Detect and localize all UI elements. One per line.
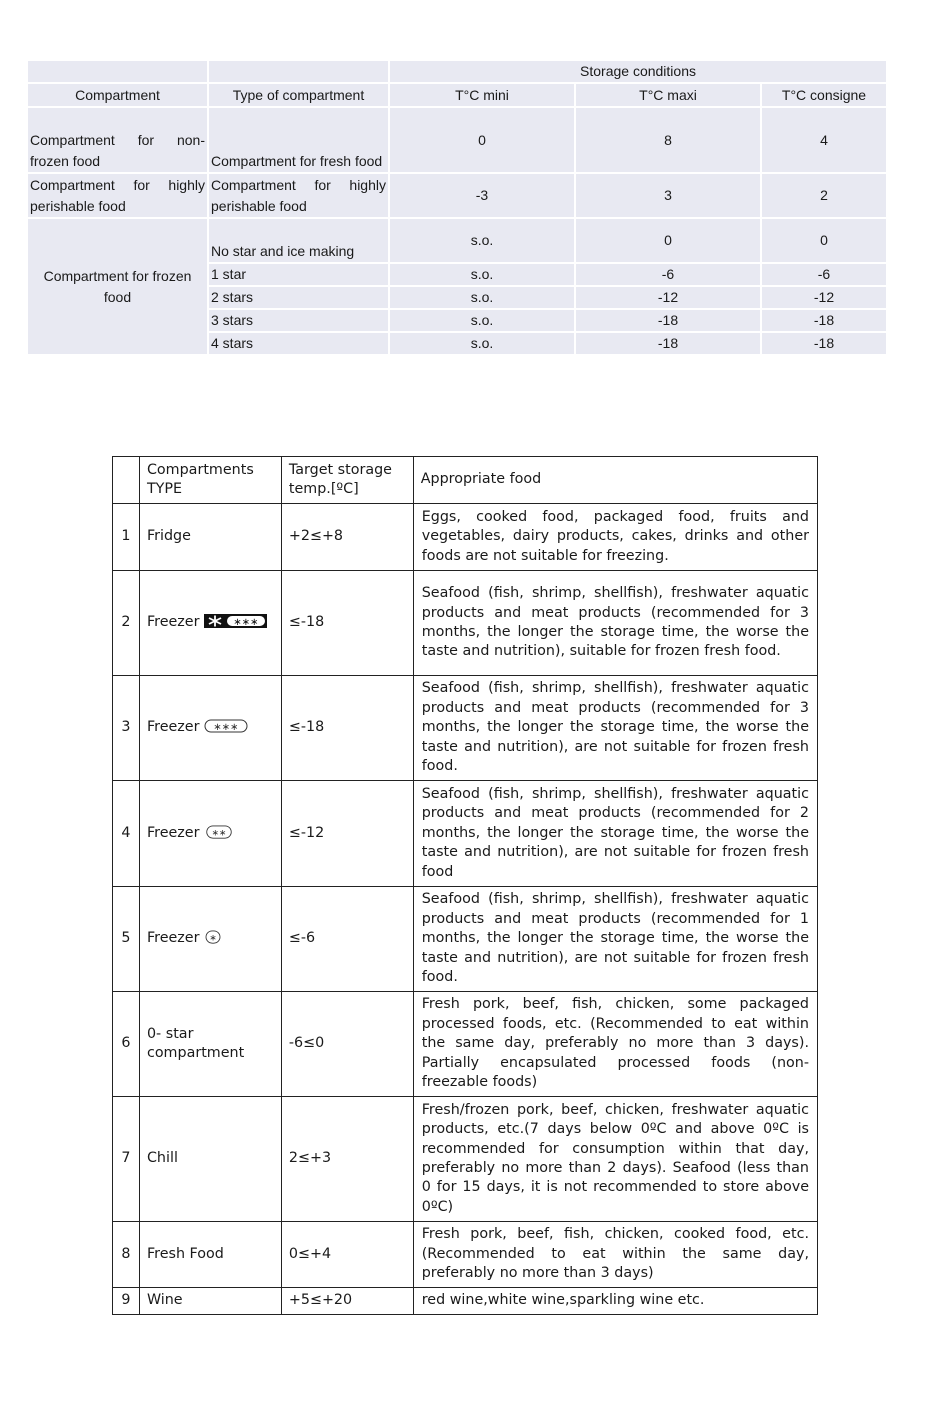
type-cell: Fresh Food <box>139 1222 281 1288</box>
header-tmin: T°C mini <box>390 84 576 108</box>
header-type: Type of compartment <box>209 84 390 108</box>
two-star-freezer-icon <box>204 825 234 839</box>
row-number: 3 <box>113 676 140 781</box>
row-number: 1 <box>113 504 140 571</box>
compartment-cell: Compartment for frozen food <box>28 219 209 356</box>
type-cell: 2 stars <box>209 287 390 310</box>
tmin-cell: s.o. <box>390 310 576 333</box>
type-cell: No star and ice making <box>209 219 390 264</box>
food-cell: red wine,white wine,sparkling wine etc. <box>413 1288 817 1315</box>
temp-cell: ≤-12 <box>281 781 413 887</box>
svg-text:∗: ∗ <box>209 933 217 944</box>
food-cell: Seafood (fish, shrimp, shellfish), freshwater aquatic products and meat products (recommended for 3 months, the longer the storage time, the worse the taste and nutrition), suitable for frozen fresh food. <box>413 571 817 676</box>
tmax-cell: -18 <box>576 310 762 333</box>
type-cell <box>139 676 281 781</box>
temp-cell: ≤-6 <box>281 887 413 992</box>
header-compartment: Compartment <box>28 84 209 108</box>
type-cell: Wine <box>139 1288 281 1315</box>
type-label: Freezer <box>146 930 200 947</box>
food-cell: Seafood (fish, shrimp, shellfish), freshwater aquatic products and meat products (recommended for 1 months, the longer the storage time, the worse the taste and nutrition), are not suitable for frozen fresh food. <box>413 887 817 992</box>
food-cell: Eggs, cooked food, packaged food, fruits and vegetables, dairy products, cakes, drinks and other foods are not suitable for freezing. <box>413 504 817 571</box>
type-cell: 1 star <box>209 264 390 287</box>
tmin-cell: s.o. <box>390 333 576 356</box>
type-cell: Compartment for highly perishable food <box>209 174 390 219</box>
row-number: 9 <box>113 1288 140 1315</box>
type-cell <box>139 887 281 992</box>
type-label: Freezer <box>146 614 200 631</box>
header-appropriate-food: Appropriate food <box>413 457 817 504</box>
type-cell: Chill <box>139 1097 281 1222</box>
tmin-cell: s.o. <box>390 264 576 287</box>
temp-cell: ≤-18 <box>281 676 413 781</box>
four-star-freezer-icon <box>204 614 267 628</box>
temp-cell: +2≤+8 <box>281 504 413 571</box>
row-number: 6 <box>113 992 140 1097</box>
tmax-cell: -18 <box>576 333 762 356</box>
tmin-cell: -3 <box>390 174 576 219</box>
type-cell: Compartment for fresh food <box>209 108 390 174</box>
temp-cell: -6≤0 <box>281 992 413 1097</box>
header-target-temp: Target storage temp.[ºC] <box>281 457 413 504</box>
type-cell: Fridge <box>139 504 281 571</box>
food-cell: Seafood (fish, shrimp, shellfish), freshwater aquatic products and meat products (recommended for 3 months, the longer the storage time, the worse the taste and nutrition), are not suitable for frozen fresh food. <box>413 676 817 781</box>
type-cell: 0- star compartment <box>139 992 281 1097</box>
food-cell: Seafood (fish, shrimp, shellfish), freshwater aquatic products and meat products (recommended for 2 months, the longer the storage time, the worse the taste and nutrition), are not suitable for frozen fresh food <box>413 781 817 887</box>
empty-cell <box>113 457 140 504</box>
svg-text:∗∗∗: ∗∗∗ <box>213 722 239 734</box>
header-tset: T°C consigne <box>762 84 886 108</box>
tset-cell: 4 <box>762 108 886 174</box>
row-number: 8 <box>113 1222 140 1288</box>
type-cell: 3 stars <box>209 310 390 333</box>
tmin-cell: 0 <box>390 108 576 174</box>
compartments-table <box>112 456 818 1315</box>
row-number: 7 <box>113 1097 140 1222</box>
empty-cell <box>209 61 390 84</box>
tmax-cell: 0 <box>576 219 762 264</box>
tset-cell: -12 <box>762 287 886 310</box>
one-star-freezer-icon <box>204 930 222 944</box>
tmax-cell: 3 <box>576 174 762 219</box>
tset-cell: -18 <box>762 310 886 333</box>
type-label: Freezer <box>146 719 200 736</box>
type-cell <box>139 571 281 676</box>
tmin-cell: s.o. <box>390 287 576 310</box>
storage-conditions-table <box>28 61 886 356</box>
tset-cell: -18 <box>762 333 886 356</box>
row-number: 2 <box>113 571 140 676</box>
type-cell: 4 stars <box>209 333 390 356</box>
tmin-cell: s.o. <box>390 219 576 264</box>
header-tmax: T°C maxi <box>576 84 762 108</box>
tset-cell: 2 <box>762 174 886 219</box>
compartment-cell: Compartment for non-frozen food <box>28 108 209 174</box>
row-number: 5 <box>113 887 140 992</box>
row-number: 4 <box>113 781 140 887</box>
svg-text:∗∗∗: ∗∗∗ <box>233 617 259 629</box>
type-cell <box>139 781 281 887</box>
food-cell: Fresh/frozen pork, beef, chicken, freshwater aquatic products, etc.(7 days below 0ºC and above 0ºC is recommended for consumption within that day, preferably no more than 2 days). Seafood (less than 0 for 15 days, it is not recommended to store above 0ºC) <box>413 1097 817 1222</box>
storage-conditions-header: Storage conditions <box>390 61 886 84</box>
tmax-cell: -12 <box>576 287 762 310</box>
svg-text:∗∗: ∗∗ <box>211 828 227 839</box>
header-compartments-type: Compartments TYPE <box>139 457 281 504</box>
three-star-freezer-icon <box>204 719 248 733</box>
temp-cell: 0≤+4 <box>281 1222 413 1288</box>
tmax-cell: 8 <box>576 108 762 174</box>
empty-cell <box>28 61 209 84</box>
temp-cell: 2≤+3 <box>281 1097 413 1222</box>
compartment-cell: Compartment for highly perishable food <box>28 174 209 219</box>
food-cell: Fresh pork, beef, fish, chicken, cooked food, etc. (Recommended to eat within the same day, preferably no more than 3 days) <box>413 1222 817 1288</box>
temp-cell: +5≤+20 <box>281 1288 413 1315</box>
tset-cell: 0 <box>762 219 886 264</box>
food-cell: Fresh pork, beef, fish, chicken, some packaged processed foods, etc. (Recommended to eat within the same day, preferably no more than 3 days). Partially encapsulated processed foods (non-freezable foods) <box>413 992 817 1097</box>
tmax-cell: -6 <box>576 264 762 287</box>
type-label: Freezer <box>146 824 200 841</box>
temp-cell: ≤-18 <box>281 571 413 676</box>
tset-cell: -6 <box>762 264 886 287</box>
